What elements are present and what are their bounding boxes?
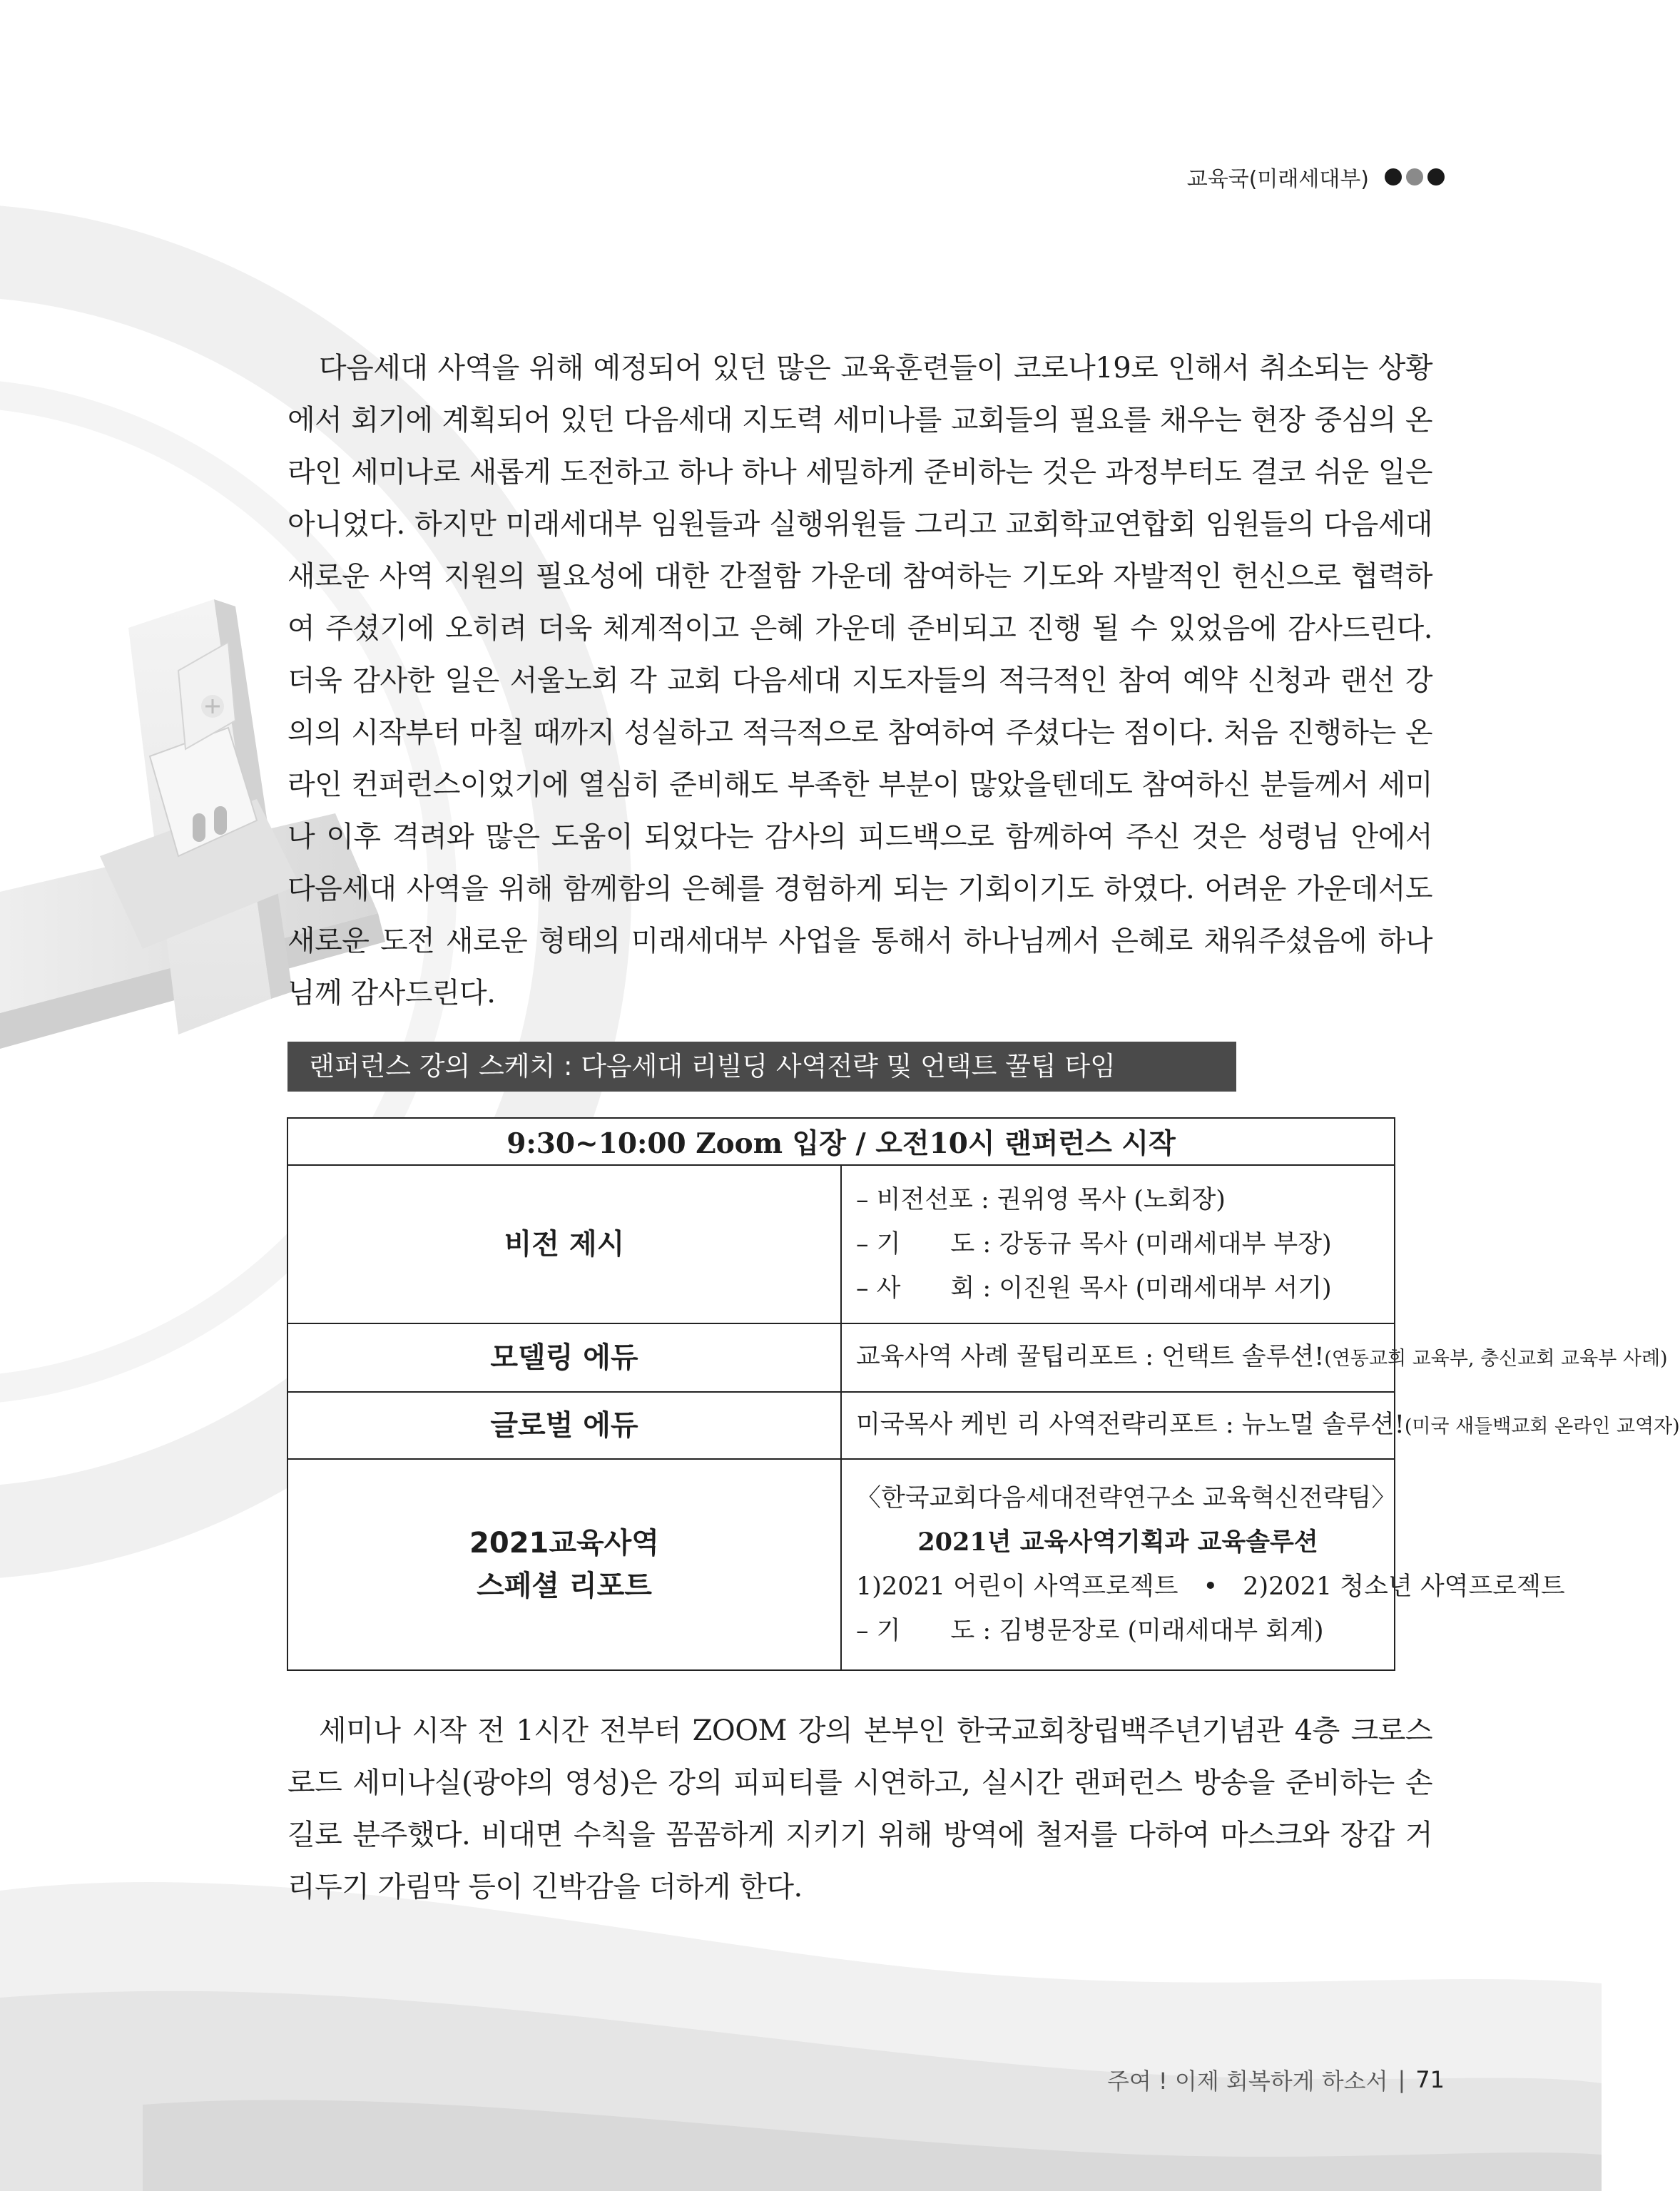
- table-row: [287, 1165, 1395, 1323]
- special-report-label-line-1: 2021교육사역: [469, 1527, 659, 1560]
- row-label-global: 글로벌 에듀: [287, 1392, 841, 1459]
- vision-line-2: – 기 도 : 강동규 목사 (미래세대부 부장): [856, 1230, 1332, 1259]
- program-schedule-header: 9:30~10:00 Zoom 입장 / 오전10시 랜퍼런스 시작: [287, 1118, 1395, 1165]
- seminar-paragraph: 세미나 시작 전 1시간 전부터 ZOOM 강의 본부인 한국교회창립백주년기념관 4층 크로스로드 세미나실(광야의 영성)은 강의 피피티를 시연하고, 실시간 랜퍼런스 방송을 준비하는 손길로 분주했다. 비대면 수칙을 꼼꼼하게 지키기 위해 방역에 철저를 다하여 마스크와 장갑 거리두기 가림막 등이 긴박감을 더하게 한다.: [287, 1714, 1432, 1903]
- global-line: [856, 1403, 1680, 1449]
- row-label-special-report: [287, 1459, 841, 1670]
- footer-separator: |: [1398, 2066, 1406, 2093]
- program-table: [287, 1117, 1680, 1671]
- table-row: [287, 1392, 1395, 1459]
- header-dot-3: [1427, 168, 1445, 185]
- header-section-label: 교육국(미래세대부): [1186, 167, 1369, 192]
- page-number: 71: [1415, 2066, 1445, 2093]
- table-row: [287, 1459, 1395, 1670]
- row-content-vision: [841, 1165, 1395, 1323]
- modeling-text: 교육사역 사례 꿀팁리포트 : 언택트 솔루션!: [856, 1342, 1325, 1371]
- row-content-modeling: [841, 1323, 1668, 1392]
- intro-paragraph: 다음세대 사역을 위해 예정되어 있던 많은 교육훈련들이 코로나19로 인해서 취소되는 상황에서 회기에 계획되어 있던 다음세대 지도력 세미나를 교회들의 필요를 채우는 현장 중심의 온라인 세미나로 새롭게 도전하고 하나 하나 세밀하게 준비하는 것은 과정부터도 결코 쉬운 일은 아니었다. 하지만 미래세대부 임원들과 실행위원들 그리고 교회학교연합회 임원들의 다음세대 새로운 사역 지원의 필요성에 대한 간절함 가운데 참여하는 기도와 자발적인 헌신으로 협력하여 주셨기에 오히려 더욱 체계적이고 은혜 가운데 준비되고 진행 될 수 있었음에 감사드린다. 더욱 감사한 일은 서울노회 각 교회 다음세대 지도자들의 적극적인 참여 예약 신청과 랜선 강의의 시작부터 마칠 때까지 성실하고 적극적으로 참여하여 주셨다는 점이다. 처음 진행하는 온라인 컨퍼런스이었기에 열심히 준비해도 부족한 부분이 많았을텐데도 참여하신 분들께서 세미나 이후 격려와 많은 도움이 되었다는 감사의 피드백으로 함께하여 주신 것은 성령님 안에서 다음세대 사역을 위해 함께함의 은혜를 경험하게 되는 기회이기도 하였다. 어려운 가운데서도 새로운 도전 새로운 형태의 미래세대부 사업을 통해서 하나님께서 은혜로 채워주셨음에 하나님께 감사드린다.: [287, 352, 1432, 1010]
- row-label-modeling: 모델링 에듀: [287, 1323, 841, 1392]
- bottom-landscape: [0, 1882, 1602, 2191]
- row-label-vision: 비전 제시: [287, 1165, 841, 1323]
- footer-running-title: 주여 ! 이제 회복하게 하소서: [1106, 2068, 1388, 2095]
- section-title-bar: 랜퍼런스 강의 스케치 : 다음세대 리빌딩 사역전략 및 언택트 꿀팁 타임: [287, 1042, 1236, 1092]
- global-note: (미국 새들백교회 온라인 교역자): [1404, 1415, 1680, 1438]
- vision-line-3: – 사 회 : 이진원 목사 (미래세대부 서기): [856, 1274, 1332, 1303]
- page-footer: [1107, 2063, 1445, 2096]
- row-content-global: [841, 1392, 1680, 1459]
- header-dot-2: [1406, 168, 1423, 185]
- special-report-line-1: 〈한국교회다음세대전략연구소 교육혁신전략팀〉: [856, 1484, 1397, 1513]
- special-report-label-line-2: 스페셜 리포트: [477, 1570, 652, 1602]
- running-header: [1187, 161, 1445, 193]
- table-row: [287, 1323, 1395, 1392]
- modeling-note: (연동교회 교육부, 충신교회 교육부 사례): [1324, 1347, 1668, 1370]
- row-content-special-report: [841, 1459, 1565, 1670]
- vision-line-1: – 비전선포 : 권위영 목사 (노회장): [856, 1186, 1226, 1214]
- header-dot-1: [1385, 168, 1402, 185]
- global-text: 미국목사 케빈 리 사역전략리포트 : 뉴노멀 솔루션!: [856, 1410, 1405, 1439]
- modeling-line: [856, 1335, 1668, 1381]
- special-report-line-2: 2021년 교육사역기획과 교육솔루션: [917, 1527, 1318, 1557]
- program-table-header-row: [287, 1118, 1395, 1165]
- header-dots: [1380, 168, 1445, 185]
- special-report-line-4: – 기 도 : 김병문장로 (미래세대부 회계): [856, 1617, 1324, 1645]
- special-report-line-3: 1)2021 어린이 사역프로젝트 • 2)2021 청소년 사역프로젝트: [856, 1572, 1565, 1601]
